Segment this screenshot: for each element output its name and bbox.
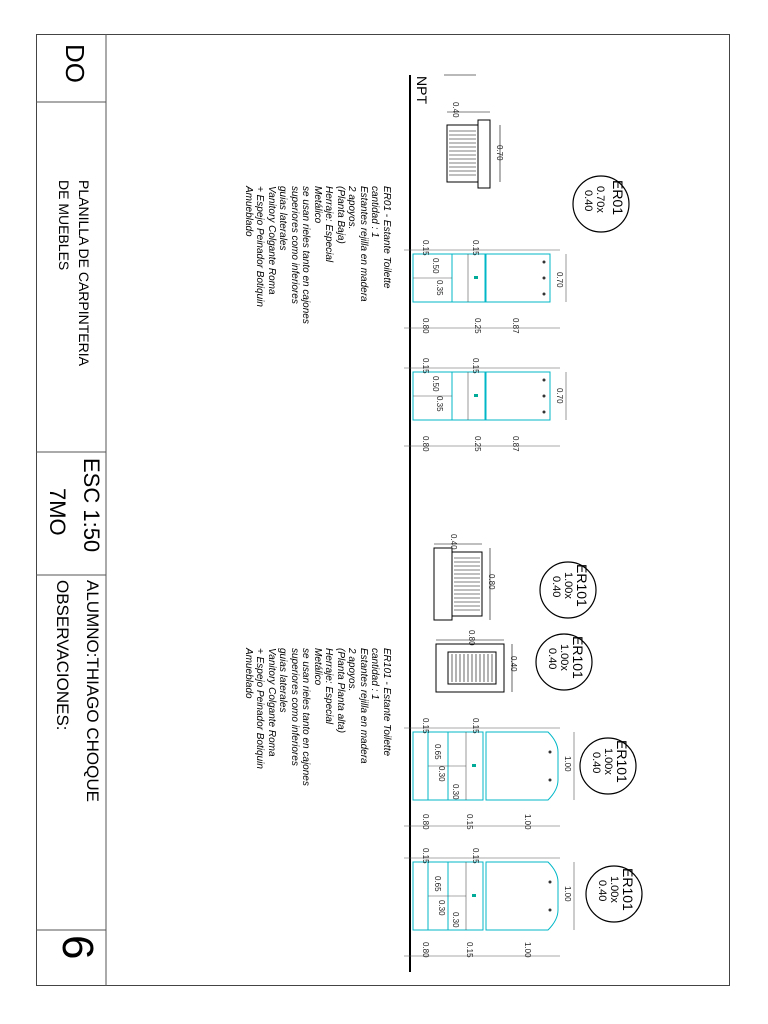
- er01-note-line: superiores como inferiores: [289, 186, 300, 304]
- er101-plan2-depth-dim: 0.40: [509, 656, 518, 672]
- er101-plan-width-dim: 0.40: [449, 534, 458, 550]
- er01-tag-code: ER01: [610, 180, 626, 216]
- er101-elev2-inner-dim-1: 0.65: [433, 876, 442, 892]
- er01-elev1-bottom-dim-2: 0.25: [473, 318, 482, 334]
- er101-note-line: Herraje: Especial: [323, 648, 335, 725]
- grade-label: 7MO: [45, 488, 70, 536]
- er101-notes: [243, 648, 393, 786]
- title-line-2: DE MUEBLES: [56, 180, 72, 271]
- er101-elev1-top-dim-left: 0.15: [421, 718, 430, 734]
- er101-elev2-top-dim-left: 0.15: [421, 848, 430, 864]
- student-label: ALUMNO:THIAGO CHOQUE: [83, 580, 102, 802]
- sheet-number: 6: [53, 935, 102, 960]
- er01-note-line: cantidad : 1: [369, 186, 381, 238]
- scale-label: ESC 1:50: [79, 458, 104, 553]
- er101-plan-view-2: [436, 640, 512, 692]
- er101-elev1-height-dim: 1.00: [563, 756, 572, 772]
- er101-elev2-top-dim-right: 0.15: [471, 848, 480, 864]
- er101-note-line: Estantes rejilla en madera: [358, 648, 369, 764]
- er01-note-line: + Espejo Peinador Botiquin: [254, 186, 266, 307]
- observations-label: OBSERVACIONES:: [53, 580, 72, 731]
- er101-elev1-inner-dim-2: 0.30: [437, 766, 446, 782]
- er101-elev1-bottom-dim-1: 0.80: [421, 814, 430, 830]
- er101-plan-depth-dim: 0.80: [487, 574, 496, 590]
- er101-tag-size1: 1.00x: [562, 572, 574, 599]
- er01-elev1-top-dim-right: 0.15: [471, 240, 480, 256]
- npt-level-label: NPT: [414, 76, 430, 104]
- er101-tag-code: ER101: [620, 868, 636, 911]
- er101-elev2-inner-dim-2: 0.30: [437, 900, 446, 916]
- er101-note-line: Vanitory Colgante Roma: [266, 648, 277, 757]
- er101-tag-size2: 0.40: [550, 576, 562, 598]
- er01-note-line: ER01 - Estante Toilette: [381, 186, 392, 289]
- er01-notes: [243, 186, 393, 324]
- er01-elevation-1: [404, 250, 566, 328]
- er01-tag-size2: 0.40: [582, 190, 594, 212]
- er01-elev2-bottom-dim-3: 0.87: [511, 436, 520, 452]
- er101-tag-size1: 1.00x: [558, 644, 570, 671]
- er01-elev1-inner-dim-2: 0.35: [435, 280, 444, 296]
- er01-note-line: Estantes rejilla en madera: [358, 186, 369, 302]
- er101-tag-code: ER101: [574, 564, 590, 607]
- er101-tag-code: ER101: [614, 740, 630, 783]
- er01-tag-size1: 0.70x: [594, 186, 606, 213]
- er101-note-line: superiores como inferiores: [289, 648, 300, 766]
- er101-note-line: 2 apoyos.: [346, 648, 358, 692]
- er01-note-line: Herraje: Especial: [323, 186, 335, 263]
- er01-elev1-bottom-dim-3: 0.87: [511, 318, 520, 334]
- title-line-1: PLANILLA DE CARPINTERIA: [76, 180, 92, 366]
- er101-note-line: ER101 - Estante Toilette: [381, 648, 392, 757]
- er01-elev2-top-dim-left: 0.15: [421, 358, 430, 374]
- er01-elev2-bottom-dim-1: 0.80: [421, 436, 430, 452]
- er101-note-line: (Planta Planta alta): [335, 648, 346, 734]
- er101-tag-size2: 0.40: [596, 880, 608, 902]
- er101-elev2-inner-dim-3: 0.30: [451, 912, 460, 928]
- er101-tag-size1: 1.00x: [608, 876, 620, 903]
- er101-elev2-height-dim: 1.00: [563, 886, 572, 902]
- er01-elev2-inner-dim-1: 0.50: [431, 376, 440, 392]
- er101-elev2-bottom-dim-3: 1.00: [523, 942, 532, 958]
- er01-note-line: Metálico: [312, 186, 323, 224]
- er101-note-line: Metálico: [312, 648, 323, 686]
- er101-elev1-bottom-dim-2: 0.15: [465, 814, 474, 830]
- er01-note-line: (Planta Baja): [335, 186, 346, 244]
- er101-elev1-top-dim-right: 0.15: [471, 718, 480, 734]
- er01-note-line: se usan rieles tanto en cajones: [300, 186, 312, 324]
- er101-elev1-inner-dim-1: 0.65: [433, 744, 442, 760]
- er101-note-line: guias laterales: [277, 648, 289, 713]
- er01-elev1-height-dim: 0.70: [555, 272, 564, 288]
- er101-tag-code: ER101: [570, 636, 586, 679]
- er101-elev1-bottom-dim-3: 1.00: [523, 814, 532, 830]
- er101-tag-size1: 1.00x: [602, 748, 614, 775]
- er01-elev1-bottom-dim-1: 0.80: [421, 318, 430, 334]
- er01-elev1-inner-dim-1: 0.50: [431, 258, 440, 274]
- sheet-code: DO: [60, 44, 90, 83]
- er101-tag-size2: 0.40: [590, 752, 602, 774]
- er101-elev2-bottom-dim-1: 0.80: [421, 942, 430, 958]
- er01-plan-width-dim: 0.40: [451, 102, 460, 118]
- er01-elev2-bottom-dim-2: 0.25: [473, 436, 482, 452]
- er01-note-line: 2 apoyos.: [346, 186, 358, 230]
- er01-plan-view: [447, 112, 500, 188]
- er01-elev2-height-dim: 0.70: [555, 388, 564, 404]
- er101-note-line: Amueblado: [243, 648, 254, 699]
- er101-tag-size2: 0.40: [546, 648, 558, 670]
- er01-note-line: Vanitory Colgante Roma: [266, 186, 277, 295]
- er01-elev2-inner-dim-2: 0.35: [435, 396, 444, 412]
- er101-plan2-width-dim: 0.80: [467, 630, 476, 646]
- er01-plan-depth-dim: 0.70: [495, 145, 504, 161]
- er101-note-line: se usan rieles tanto en cajones: [300, 648, 312, 786]
- er101-plan-view-1: [434, 544, 490, 620]
- er01-note-line: Amueblado: [243, 186, 254, 237]
- er01-elev1-top-dim-left: 0.15: [421, 240, 430, 256]
- er101-elev2-bottom-dim-2: 0.15: [465, 942, 474, 958]
- level-line-npt: [410, 75, 476, 972]
- er101-note-line: cantidad : 1: [369, 648, 381, 700]
- er101-elev1-inner-dim-3: 0.30: [451, 784, 460, 800]
- er101-note-line: + Espejo Peinador Botiquin: [254, 648, 266, 769]
- er01-note-line: guias laterales: [277, 186, 289, 251]
- er01-elev2-top-dim-right: 0.15: [471, 358, 480, 374]
- er01-elevation-2: [404, 368, 566, 446]
- er101-elevation-1: [404, 728, 574, 826]
